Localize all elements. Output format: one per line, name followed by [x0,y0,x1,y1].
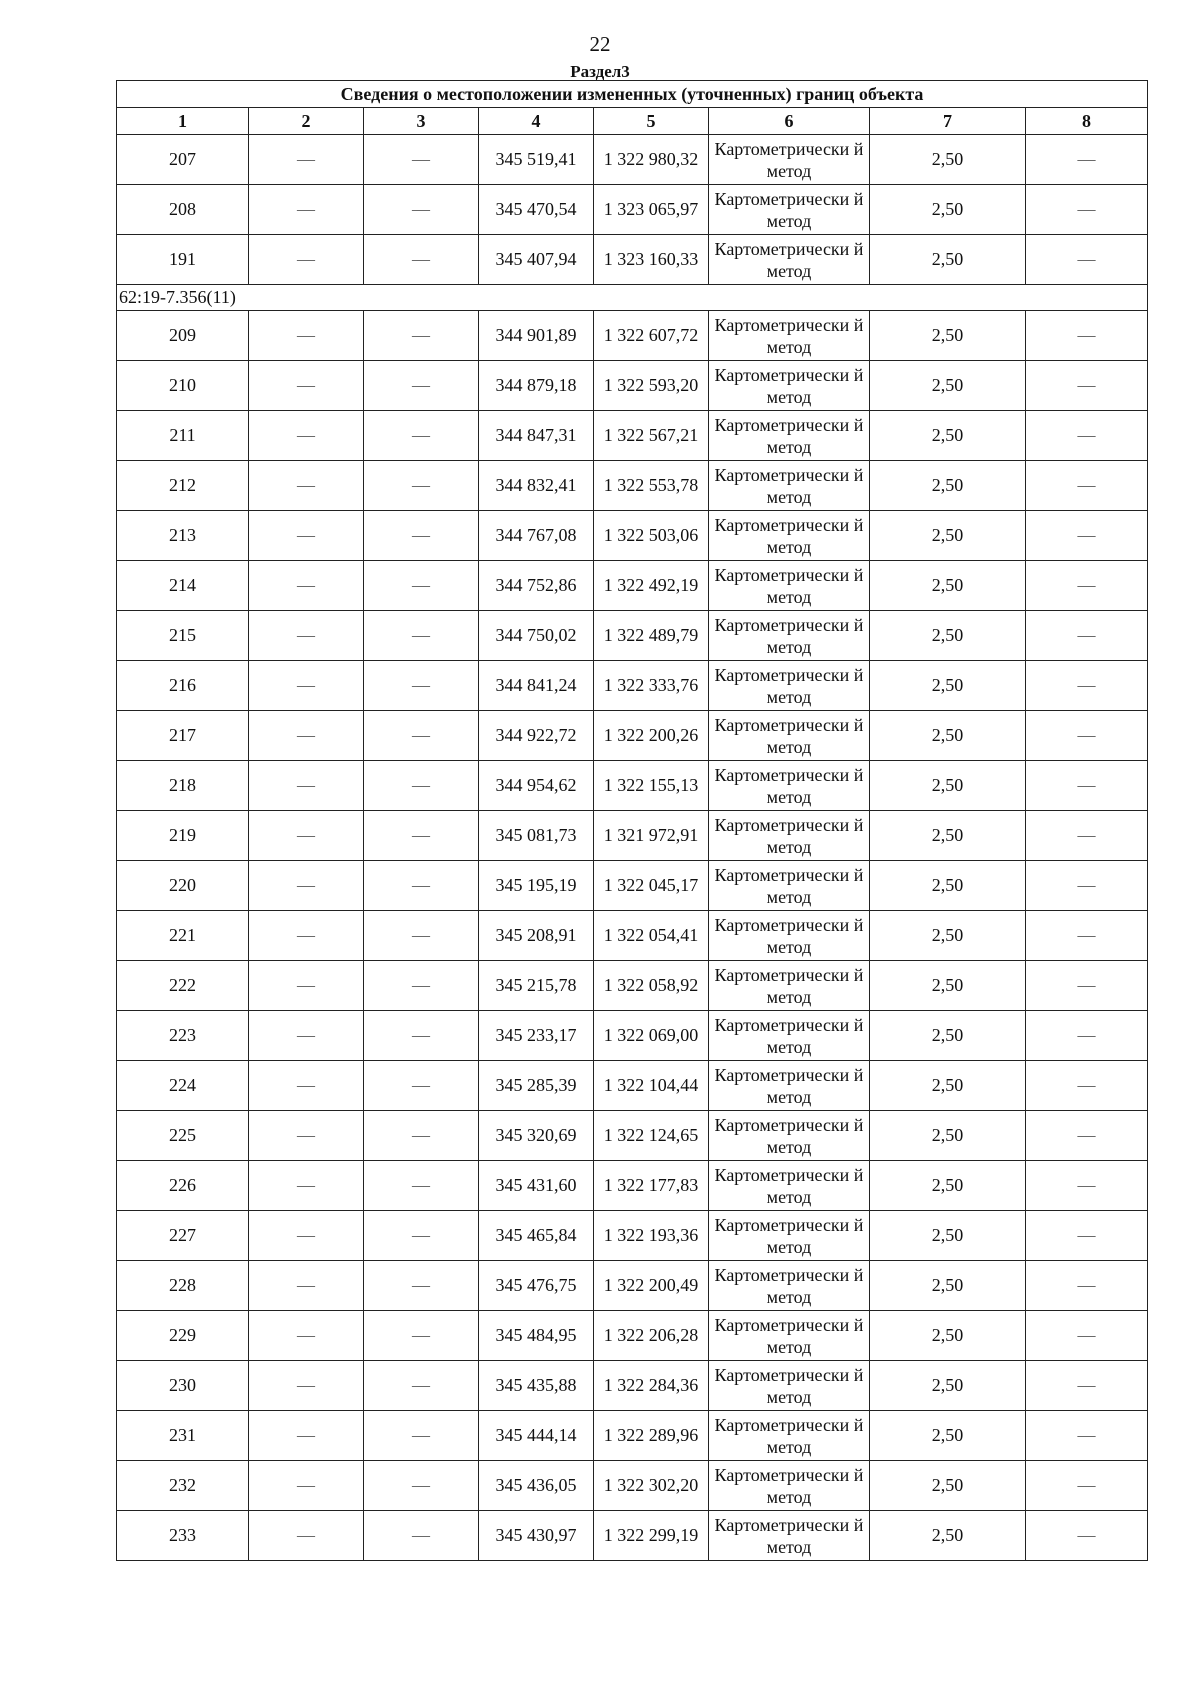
col3-cell: — [364,611,479,661]
y-coordinate-cell: 1 322 289,96 [594,1411,709,1461]
accuracy-cell: 2,50 [870,1211,1026,1261]
y-coordinate-cell: 1 322 200,49 [594,1261,709,1311]
table-row [117,1311,1148,1361]
method-cell: Картометрически й метод [709,861,870,911]
col3-cell: — [364,1211,479,1261]
col2-cell: — [249,1011,364,1061]
col2-cell: — [249,461,364,511]
col8-cell: — [1026,611,1148,661]
col2-cell: — [249,1311,364,1361]
point-number-cell: 221 [117,911,249,961]
x-coordinate-cell: 344 832,41 [479,461,594,511]
y-coordinate-cell: 1 322 054,41 [594,911,709,961]
col3-cell: — [364,361,479,411]
col2-cell: — [249,185,364,235]
x-coordinate-cell: 345 208,91 [479,911,594,961]
x-coordinate-cell: 345 195,19 [479,861,594,911]
accuracy-cell: 2,50 [870,461,1026,511]
col2-cell: — [249,1061,364,1111]
method-cell: Картометрически й метод [709,1461,870,1511]
point-number-cell: 219 [117,811,249,861]
col8-cell: — [1026,461,1148,511]
method-cell: Картометрически й метод [709,1111,870,1161]
col2-cell: — [249,1261,364,1311]
table-row [117,1011,1148,1061]
x-coordinate-cell: 345 444,14 [479,1411,594,1461]
column-header: 5 [594,108,709,135]
accuracy-cell: 2,50 [870,361,1026,411]
method-cell: Картометрически й метод [709,1061,870,1111]
x-coordinate-cell: 344 841,24 [479,661,594,711]
col8-cell: — [1026,411,1148,461]
col8-cell: — [1026,1061,1148,1111]
accuracy-cell: 2,50 [870,611,1026,661]
y-coordinate-cell: 1 322 299,19 [594,1511,709,1561]
accuracy-cell: 2,50 [870,961,1026,1011]
accuracy-cell: 2,50 [870,1511,1026,1561]
column-header: 7 [870,108,1026,135]
accuracy-cell: 2,50 [870,1261,1026,1311]
table-row [117,361,1148,411]
table-row [117,1411,1148,1461]
accuracy-cell: 2,50 [870,1361,1026,1411]
x-coordinate-cell: 344 901,89 [479,311,594,361]
col2-cell: — [249,1211,364,1261]
y-coordinate-cell: 1 322 567,21 [594,411,709,461]
point-number-cell: 230 [117,1361,249,1411]
accuracy-cell: 2,50 [870,711,1026,761]
col2-cell: — [249,511,364,561]
page-number: 22 [589,32,611,56]
table-caption: Сведения о местоположении измененных (уточненных) границ объекта [117,81,1148,108]
column-header: 1 [117,108,249,135]
accuracy-cell: 2,50 [870,1311,1026,1361]
point-number-cell: 209 [117,311,249,361]
col8-cell: — [1026,1011,1148,1061]
x-coordinate-cell: 345 431,60 [479,1161,594,1211]
col3-cell: — [364,311,479,361]
col3-cell: — [364,911,479,961]
x-coordinate-cell: 344 954,62 [479,761,594,811]
coordinates-table [116,80,1148,1561]
method-cell: Картометрически й метод [709,1011,870,1061]
accuracy-cell: 2,50 [870,1161,1026,1211]
table-row [117,1161,1148,1211]
table-row [117,235,1148,285]
accuracy-cell: 2,50 [870,561,1026,611]
accuracy-cell: 2,50 [870,861,1026,911]
x-coordinate-cell: 345 233,17 [479,1011,594,1061]
x-coordinate-cell: 345 081,73 [479,811,594,861]
point-number-cell: 212 [117,461,249,511]
col3-cell: — [364,661,479,711]
point-number-cell: 207 [117,135,249,185]
point-number-cell: 232 [117,1461,249,1511]
point-number-cell: 208 [117,185,249,235]
table-row [117,1111,1148,1161]
y-coordinate-cell: 1 323 160,33 [594,235,709,285]
col8-cell: — [1026,185,1148,235]
col8-cell: — [1026,311,1148,361]
x-coordinate-cell: 344 847,31 [479,411,594,461]
x-coordinate-cell: 345 465,84 [479,1211,594,1261]
y-coordinate-cell: 1 322 302,20 [594,1461,709,1511]
col8-cell: — [1026,661,1148,711]
x-coordinate-cell: 344 750,02 [479,611,594,661]
col8-cell: — [1026,135,1148,185]
accuracy-cell: 2,50 [870,661,1026,711]
y-coordinate-cell: 1 322 104,44 [594,1061,709,1111]
y-coordinate-cell: 1 322 503,06 [594,511,709,561]
y-coordinate-cell: 1 322 980,32 [594,135,709,185]
col8-cell: — [1026,1161,1148,1211]
x-coordinate-cell: 345 407,94 [479,235,594,285]
y-coordinate-cell: 1 322 124,65 [594,1111,709,1161]
method-cell: Картометрически й метод [709,135,870,185]
point-number-cell: 214 [117,561,249,611]
col3-cell: — [364,961,479,1011]
point-number-cell: 222 [117,961,249,1011]
col2-cell: — [249,411,364,461]
table-row [117,811,1148,861]
col3-cell: — [364,1411,479,1461]
point-number-cell: 226 [117,1161,249,1211]
point-number-cell: 229 [117,1311,249,1361]
y-coordinate-cell: 1 322 489,79 [594,611,709,661]
col3-cell: — [364,235,479,285]
point-number-cell: 211 [117,411,249,461]
point-number-cell: 231 [117,1411,249,1461]
method-cell: Картометрически й метод [709,411,870,461]
table-body [117,135,1148,1561]
column-header-row [117,108,1148,135]
col8-cell: — [1026,811,1148,861]
table-row [117,761,1148,811]
col2-cell: — [249,611,364,661]
col8-cell: — [1026,961,1148,1011]
col8-cell: — [1026,711,1148,761]
col3-cell: — [364,561,479,611]
x-coordinate-cell: 345 470,54 [479,185,594,235]
method-cell: Картометрически й метод [709,461,870,511]
table-row [117,961,1148,1011]
col3-cell: — [364,1111,479,1161]
col3-cell: — [364,1361,479,1411]
accuracy-cell: 2,50 [870,1411,1026,1461]
method-cell: Картометрически й метод [709,311,870,361]
table-row [117,1211,1148,1261]
y-coordinate-cell: 1 323 065,97 [594,185,709,235]
point-number-cell: 227 [117,1211,249,1261]
accuracy-cell: 2,50 [870,911,1026,961]
col8-cell: — [1026,1461,1148,1511]
accuracy-cell: 2,50 [870,235,1026,285]
table-row [117,511,1148,561]
y-coordinate-cell: 1 322 058,92 [594,961,709,1011]
y-coordinate-cell: 1 322 045,17 [594,861,709,911]
col3-cell: — [364,511,479,561]
y-coordinate-cell: 1 322 177,83 [594,1161,709,1211]
col8-cell: — [1026,235,1148,285]
accuracy-cell: 2,50 [870,1111,1026,1161]
col8-cell: — [1026,1311,1148,1361]
x-coordinate-cell: 344 752,86 [479,561,594,611]
x-coordinate-cell: 345 320,69 [479,1111,594,1161]
y-coordinate-cell: 1 322 284,36 [594,1361,709,1411]
table-row [117,1261,1148,1311]
col2-cell: — [249,1411,364,1461]
accuracy-cell: 2,50 [870,411,1026,461]
point-number-cell: 218 [117,761,249,811]
col3-cell: — [364,711,479,761]
col3-cell: — [364,185,479,235]
col2-cell: — [249,311,364,361]
method-cell: Картометрически й метод [709,711,870,761]
group-label: 62:19-7.356(11) [119,287,236,307]
x-coordinate-cell: 344 879,18 [479,361,594,411]
col2-cell: — [249,135,364,185]
accuracy-cell: 2,50 [870,1061,1026,1111]
method-cell: Картометрически й метод [709,235,870,285]
point-number-cell: 225 [117,1111,249,1161]
y-coordinate-cell: 1 322 593,20 [594,361,709,411]
col8-cell: — [1026,1261,1148,1311]
method-cell: Картометрически й метод [709,961,870,1011]
col3-cell: — [364,411,479,461]
y-coordinate-cell: 1 322 607,72 [594,311,709,361]
col3-cell: — [364,1511,479,1561]
method-cell: Картометрически й метод [709,1361,870,1411]
x-coordinate-cell: 345 435,88 [479,1361,594,1411]
column-header: 2 [249,108,364,135]
col3-cell: — [364,1061,479,1111]
x-coordinate-cell: 344 767,08 [479,511,594,561]
y-coordinate-cell: 1 322 069,00 [594,1011,709,1061]
y-coordinate-cell: 1 322 200,26 [594,711,709,761]
col2-cell: — [249,235,364,285]
col2-cell: — [249,1111,364,1161]
x-coordinate-cell: 345 215,78 [479,961,594,1011]
table-row [117,711,1148,761]
col3-cell: — [364,811,479,861]
method-cell: Картометрически й метод [709,185,870,235]
accuracy-cell: 2,50 [870,811,1026,861]
col3-cell: — [364,761,479,811]
accuracy-cell: 2,50 [870,511,1026,561]
table-row [117,1511,1148,1561]
table-row [117,861,1148,911]
method-cell: Картометрически й метод [709,1511,870,1561]
col8-cell: — [1026,761,1148,811]
column-header: 4 [479,108,594,135]
table-row [117,1461,1148,1511]
col2-cell: — [249,861,364,911]
col8-cell: — [1026,1111,1148,1161]
accuracy-cell: 2,50 [870,185,1026,235]
x-coordinate-cell: 344 922,72 [479,711,594,761]
method-cell: Картометрически й метод [709,361,870,411]
accuracy-cell: 2,50 [870,1011,1026,1061]
col2-cell: — [249,961,364,1011]
col2-cell: — [249,711,364,761]
col8-cell: — [1026,911,1148,961]
point-number-cell: 191 [117,235,249,285]
point-number-cell: 220 [117,861,249,911]
y-coordinate-cell: 1 322 492,19 [594,561,709,611]
col3-cell: — [364,861,479,911]
column-header: 8 [1026,108,1148,135]
column-header: 6 [709,108,870,135]
col2-cell: — [249,761,364,811]
method-cell: Картометрически й метод [709,1161,870,1211]
col8-cell: — [1026,511,1148,561]
col3-cell: — [364,135,479,185]
col8-cell: — [1026,861,1148,911]
point-number-cell: 224 [117,1061,249,1111]
table-row [117,561,1148,611]
col2-cell: — [249,1461,364,1511]
y-coordinate-cell: 1 322 193,36 [594,1211,709,1261]
method-cell: Картометрически й метод [709,661,870,711]
point-number-cell: 217 [117,711,249,761]
col2-cell: — [249,1161,364,1211]
x-coordinate-cell: 345 285,39 [479,1061,594,1111]
accuracy-cell: 2,50 [870,1461,1026,1511]
method-cell: Картометрически й метод [709,561,870,611]
point-number-cell: 223 [117,1011,249,1061]
table-row [117,135,1148,185]
section-title: Раздел3 [570,62,630,81]
table-row [117,411,1148,461]
col8-cell: — [1026,361,1148,411]
y-coordinate-cell: 1 322 333,76 [594,661,709,711]
point-number-cell: 228 [117,1261,249,1311]
x-coordinate-cell: 345 519,41 [479,135,594,185]
x-coordinate-cell: 345 476,75 [479,1261,594,1311]
accuracy-cell: 2,50 [870,311,1026,361]
col2-cell: — [249,661,364,711]
point-number-cell: 210 [117,361,249,411]
col2-cell: — [249,361,364,411]
method-cell: Картометрически й метод [709,511,870,561]
table-row [117,611,1148,661]
col8-cell: — [1026,1211,1148,1261]
x-coordinate-cell: 345 430,97 [479,1511,594,1561]
col8-cell: — [1026,561,1148,611]
point-number-cell: 215 [117,611,249,661]
col8-cell: — [1026,1361,1148,1411]
col2-cell: — [249,811,364,861]
y-coordinate-cell: 1 322 206,28 [594,1311,709,1361]
accuracy-cell: 2,50 [870,135,1026,185]
col3-cell: — [364,1011,479,1061]
point-number-cell: 216 [117,661,249,711]
y-coordinate-cell: 1 321 972,91 [594,811,709,861]
point-number-cell: 213 [117,511,249,561]
table-row [117,1361,1148,1411]
method-cell: Картометрически й метод [709,1411,870,1461]
method-cell: Картометрически й метод [709,811,870,861]
table-row [117,185,1148,235]
col3-cell: — [364,1161,479,1211]
col2-cell: — [249,561,364,611]
table-row [117,911,1148,961]
col3-cell: — [364,461,479,511]
col3-cell: — [364,1311,479,1361]
x-coordinate-cell: 345 484,95 [479,1311,594,1361]
point-number-cell: 233 [117,1511,249,1561]
table-row [117,661,1148,711]
col2-cell: — [249,1361,364,1411]
table-row [117,1061,1148,1111]
col2-cell: — [249,1511,364,1561]
col2-cell: — [249,911,364,961]
col8-cell: — [1026,1511,1148,1561]
table-row [117,461,1148,511]
accuracy-cell: 2,50 [870,761,1026,811]
method-cell: Картометрически й метод [709,611,870,661]
method-cell: Картометрически й метод [709,911,870,961]
col3-cell: — [364,1461,479,1511]
method-cell: Картометрически й метод [709,761,870,811]
table-row [117,311,1148,361]
column-header: 3 [364,108,479,135]
x-coordinate-cell: 345 436,05 [479,1461,594,1511]
col8-cell: — [1026,1411,1148,1461]
col3-cell: — [364,1261,479,1311]
y-coordinate-cell: 1 322 155,13 [594,761,709,811]
method-cell: Картометрически й метод [709,1261,870,1311]
method-cell: Картометрически й метод [709,1211,870,1261]
method-cell: Картометрически й метод [709,1311,870,1361]
group-row [117,285,1148,311]
group-cell [117,285,1148,311]
y-coordinate-cell: 1 322 553,78 [594,461,709,511]
